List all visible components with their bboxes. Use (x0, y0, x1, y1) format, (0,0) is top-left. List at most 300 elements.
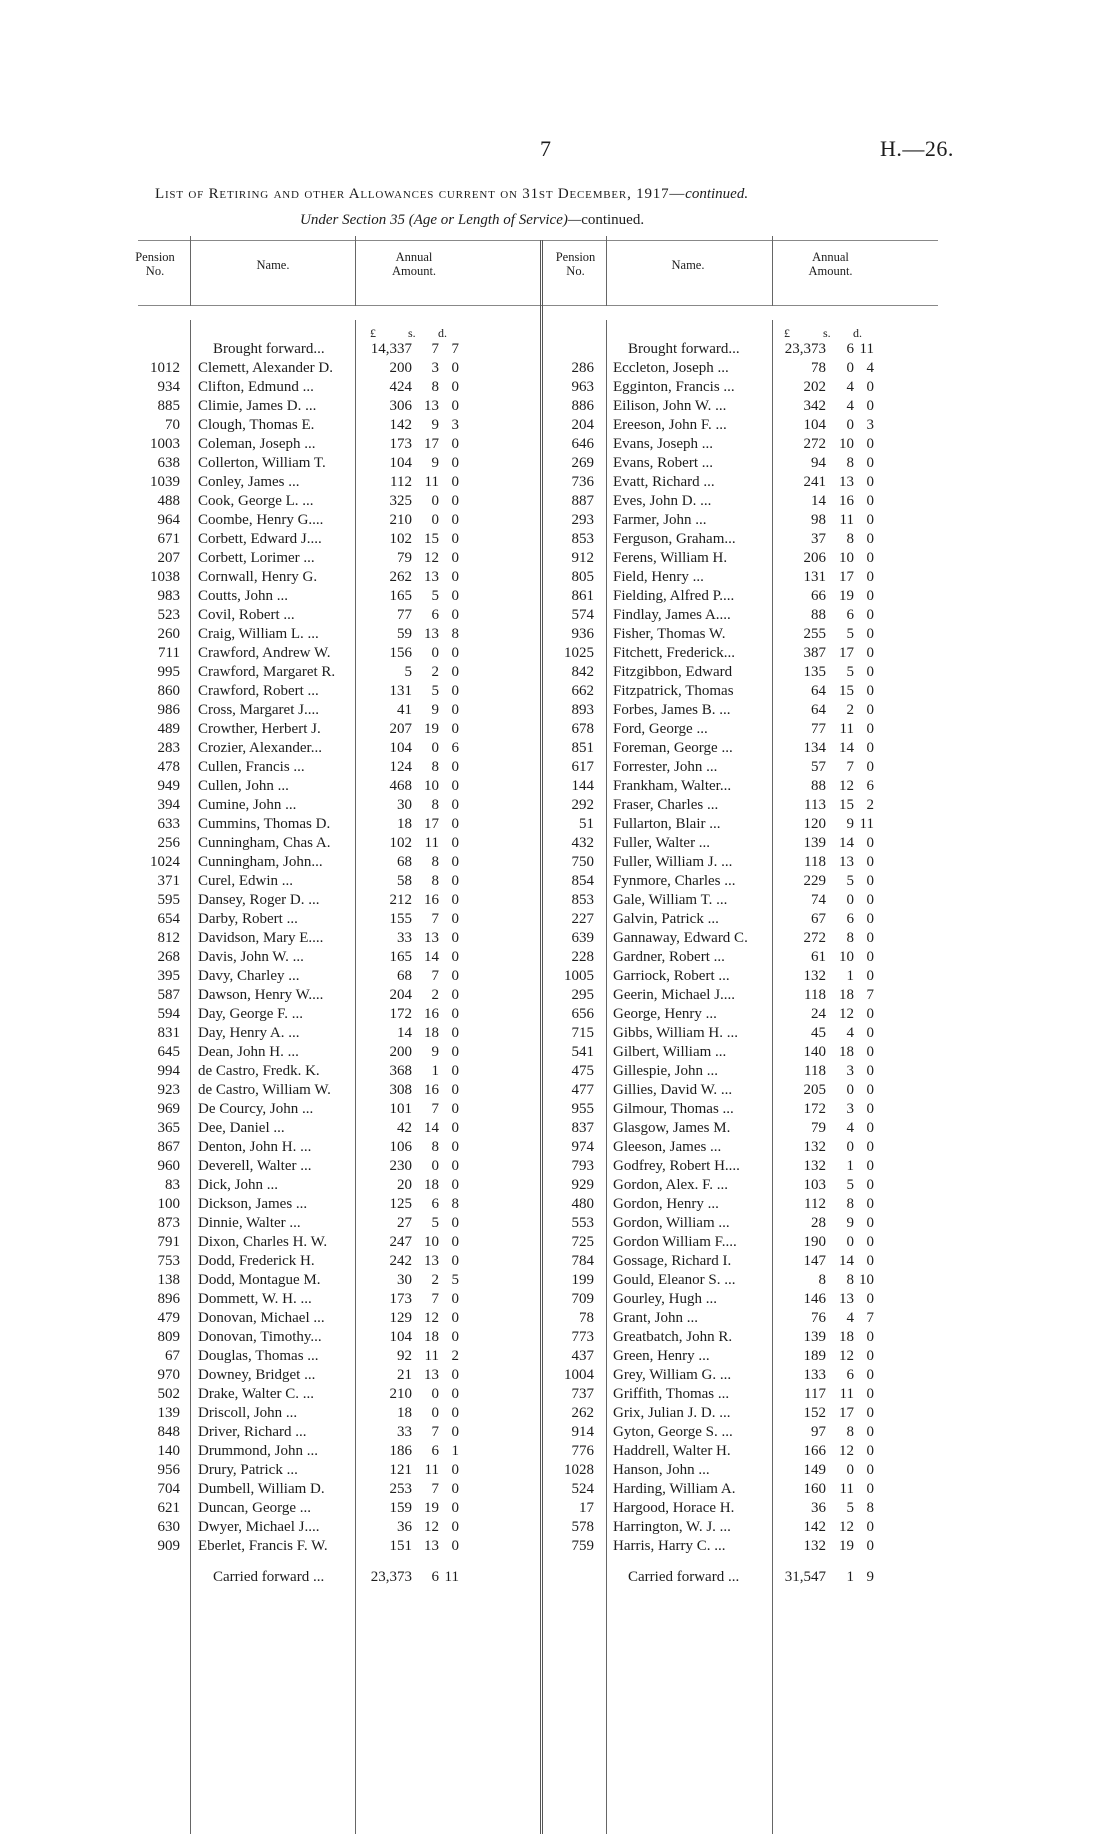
amount-shillings: 8 (846, 1424, 854, 1440)
amount-pounds: 21 (397, 1367, 412, 1383)
pension-number: 955 (571, 1101, 594, 1117)
pension-number: 809 (157, 1329, 180, 1345)
pension-number: 139 (157, 1405, 180, 1421)
amount-shillings: 16 (424, 1006, 439, 1022)
amount-shillings: 18 (424, 1025, 439, 1041)
amount-pence: 0 (451, 1310, 459, 1326)
left-header-name: Name. (256, 258, 290, 272)
pension-number: 489 (157, 721, 180, 737)
amount-shillings: 12 (839, 1348, 854, 1364)
amount-pounds: 27 (397, 1215, 412, 1231)
pension-number: 207 (157, 550, 180, 566)
amount-pounds: 125 (389, 1196, 412, 1212)
pension-number: 656 (571, 1006, 594, 1022)
amount-pounds: 79 (811, 1120, 826, 1136)
amount-shillings: 8 (431, 797, 439, 813)
pensioner-name: De Courcy, John ... (198, 1101, 314, 1117)
amount-pounds: 468 (389, 778, 412, 794)
amount-pence: 0 (451, 1519, 459, 1535)
pensioner-name: Ereeson, John F. ... (613, 417, 727, 433)
amount-shillings: 0 (431, 645, 439, 661)
amount-shillings: 13 (424, 398, 439, 414)
pension-number: 842 (571, 664, 594, 680)
amount-pence: 0 (866, 1158, 874, 1174)
brought-forward-pence: 11 (859, 341, 874, 357)
amount-pence: 0 (866, 1006, 874, 1022)
amount-shillings: 17 (424, 816, 439, 832)
pensioner-name: Galvin, Patrick ... (613, 911, 719, 927)
pensioner-name: Day, George F. ... (198, 1006, 304, 1022)
amount-pence: 0 (451, 398, 459, 414)
amount-pence: 0 (451, 721, 459, 737)
amount-shillings: 0 (431, 512, 439, 528)
amount-pence: 0 (451, 1424, 459, 1440)
amount-pence: 0 (451, 569, 459, 585)
amount-shillings: 14 (839, 835, 854, 851)
amount-shillings: 0 (431, 1405, 439, 1421)
pension-number: 886 (571, 398, 594, 414)
amount-pounds: 152 (803, 1405, 826, 1421)
amount-shillings: 18 (839, 1329, 854, 1345)
pensioner-name: Ferguson, Graham... (613, 531, 736, 547)
pensioner-name: Donovan, Timothy... (198, 1329, 322, 1345)
amount-pounds: 368 (389, 1063, 412, 1079)
amount-shillings: 5 (846, 664, 854, 680)
pension-number: 478 (157, 759, 180, 775)
amount-pounds: 14 (397, 1025, 412, 1041)
pensioner-name: Fynmore, Charles ... (613, 873, 736, 889)
amount-pence: 0 (451, 645, 459, 661)
amount-shillings: 0 (846, 892, 854, 908)
pensioner-name: Gilmour, Thomas ... (613, 1101, 734, 1117)
amount-pence: 0 (866, 512, 874, 528)
amount-pounds: 41 (397, 702, 412, 718)
amount-pence: 1 (451, 1443, 459, 1459)
amount-shillings: 0 (431, 740, 439, 756)
amount-shillings: 9 (431, 702, 439, 718)
amount-pence: 0 (451, 1386, 459, 1402)
pensioner-name: Dick, John ... (198, 1177, 278, 1193)
amount-pence: 0 (451, 1177, 459, 1193)
pension-number: 936 (571, 626, 594, 642)
amount-shillings: 9 (846, 1215, 854, 1231)
pension-number: 595 (157, 892, 180, 908)
pension-number: 1028 (564, 1462, 594, 1478)
amount-shillings: 14 (424, 949, 439, 965)
amount-pounds: 247 (389, 1234, 412, 1250)
amount-pounds: 104 (389, 740, 412, 756)
pensioner-name: Grant, John ... (613, 1310, 698, 1326)
amount-pounds: 88 (811, 778, 826, 794)
pensioner-name: Cook, George L. ... (198, 493, 314, 509)
pension-number: 553 (571, 1215, 594, 1231)
amount-pence: 0 (451, 892, 459, 908)
amount-pounds: 241 (803, 474, 826, 490)
amount-shillings: 2 (431, 1272, 439, 1288)
pension-number: 737 (571, 1386, 594, 1402)
amount-pence: 0 (451, 816, 459, 832)
pension-number: 853 (571, 892, 594, 908)
pension-number: 475 (571, 1063, 594, 1079)
pensioner-name: Coutts, John ... (198, 588, 289, 604)
amount-pounds: 134 (803, 740, 826, 756)
pension-number: 970 (157, 1367, 180, 1383)
amount-shillings: 13 (424, 1367, 439, 1383)
amount-pence: 0 (866, 1405, 874, 1421)
amount-pence: 0 (451, 835, 459, 851)
pensioner-name: Dee, Daniel ... (198, 1120, 285, 1136)
amount-shillings: 17 (424, 436, 439, 452)
amount-pounds: 103 (803, 1177, 826, 1193)
amount-shillings: 6 (846, 607, 854, 623)
pensioner-name: Godfrey, Robert H.... (613, 1158, 740, 1174)
pension-number: 1003 (150, 436, 180, 452)
title-part-1: List of Retiring and other Allowances (155, 186, 435, 202)
page-number: 7 (540, 136, 551, 161)
amount-shillings: 11 (839, 721, 854, 737)
amount-pence: 0 (451, 455, 459, 471)
pensioner-name: Eccleton, Joseph ... (613, 360, 729, 376)
pensioner-name: Harding, William A. (613, 1481, 736, 1497)
amount-pence: 0 (866, 607, 874, 623)
amount-pence: 0 (866, 588, 874, 604)
amount-pounds: 124 (389, 759, 412, 775)
pension-number: 949 (157, 778, 180, 794)
rule-right-name-body (772, 320, 773, 1834)
pensioner-name: Gossage, Richard I. (613, 1253, 732, 1269)
pensioner-name: Fuller, William J. ... (613, 854, 733, 870)
pensioner-name: Corbett, Edward J.... (198, 531, 322, 547)
amount-shillings: 11 (424, 474, 439, 490)
amount-shillings: 8 (846, 1196, 854, 1212)
amount-pence: 0 (866, 892, 874, 908)
amount-shillings: 8 (846, 1272, 854, 1288)
amount-pence: 0 (866, 1139, 874, 1155)
amount-pounds: 172 (389, 1006, 412, 1022)
amount-pounds: 64 (811, 683, 826, 699)
pension-number: 784 (571, 1253, 594, 1269)
amount-pence: 0 (866, 930, 874, 946)
amount-pence: 0 (866, 1044, 874, 1060)
amount-shillings: 12 (424, 1310, 439, 1326)
pension-number: 994 (157, 1063, 180, 1079)
pensioner-name: Fuller, Walter ... (613, 835, 711, 851)
pension-number: 791 (157, 1234, 180, 1250)
left-unit-pounds: £ (370, 326, 376, 340)
rule-left-no-body (190, 320, 191, 1834)
amount-shillings: 17 (839, 1405, 854, 1421)
amount-pounds: 118 (804, 854, 826, 870)
amount-pence: 0 (451, 968, 459, 984)
amount-pence: 3 (866, 417, 874, 433)
amount-shillings: 8 (431, 873, 439, 889)
pensioner-name: Findlay, James A.... (613, 607, 731, 623)
pensioner-name: Drury, Patrick ... (198, 1462, 298, 1478)
amount-pounds: 230 (389, 1158, 412, 1174)
amount-shillings: 8 (846, 455, 854, 471)
amount-shillings: 2 (846, 702, 854, 718)
pension-number: 638 (157, 455, 180, 471)
amount-shillings: 14 (839, 1253, 854, 1269)
pensioner-name: Davidson, Mary E.... (198, 930, 324, 946)
pension-number: 1038 (150, 569, 180, 585)
pension-number: 1025 (564, 645, 594, 661)
pensioner-name: Gannaway, Edward C. (613, 930, 748, 946)
amount-pounds: 36 (397, 1519, 412, 1535)
amount-shillings: 8 (846, 930, 854, 946)
pension-number: 1039 (150, 474, 180, 490)
amount-pounds: 104 (389, 1329, 412, 1345)
amount-pounds: 118 (804, 1063, 826, 1079)
amount-pence: 0 (866, 1519, 874, 1535)
amount-shillings: 4 (846, 1025, 854, 1041)
amount-shillings: 7 (846, 759, 854, 775)
amount-pence: 0 (451, 949, 459, 965)
amount-shillings: 12 (839, 1519, 854, 1535)
amount-pounds: 200 (389, 360, 412, 376)
amount-pounds: 42 (397, 1120, 412, 1136)
amount-pounds: 112 (804, 1196, 826, 1212)
pensioner-name: Cunningham, John... (198, 854, 323, 870)
pensioner-name: Gordon, Alex. F. ... (613, 1177, 729, 1193)
pension-number: 934 (157, 379, 180, 395)
pensioner-name: Gordon William F.... (613, 1234, 737, 1250)
pension-number: 262 (571, 1405, 594, 1421)
amount-pounds: 306 (389, 398, 412, 414)
pension-number: 199 (571, 1272, 594, 1288)
pension-number: 67 (165, 1348, 180, 1364)
amount-shillings: 11 (424, 1348, 439, 1364)
amount-pence: 0 (866, 1215, 874, 1231)
amount-shillings: 16 (839, 493, 854, 509)
amount-pounds: 88 (811, 607, 826, 623)
pensioner-name: Gleeson, James ... (613, 1139, 722, 1155)
pensioner-name: Foreman, George ... (613, 740, 733, 756)
amount-pence: 0 (866, 702, 874, 718)
amount-shillings: 12 (839, 778, 854, 794)
pensioner-name: Fitzpatrick, Thomas (613, 683, 734, 699)
pension-number: 837 (571, 1120, 594, 1136)
amount-pence: 0 (451, 379, 459, 395)
amount-pence: 0 (866, 1253, 874, 1269)
pension-number: 715 (571, 1025, 594, 1041)
amount-pence: 0 (866, 759, 874, 775)
pension-number: 995 (157, 664, 180, 680)
amount-pounds: 212 (389, 892, 412, 908)
amount-pence: 11 (859, 816, 874, 832)
amount-pounds: 173 (389, 1291, 412, 1307)
pensioner-name: Ferens, William H. (613, 550, 728, 566)
amount-pence: 0 (866, 1481, 874, 1497)
amount-shillings: 11 (839, 1386, 854, 1402)
amount-pounds: 200 (389, 1044, 412, 1060)
pension-number: 256 (157, 835, 180, 851)
pensioner-name: Cullen, John ... (198, 778, 289, 794)
amount-pence: 0 (451, 1158, 459, 1174)
pensioner-name: Clough, Thomas E. (198, 417, 315, 433)
amount-shillings: 5 (431, 683, 439, 699)
pension-number: 51 (579, 816, 594, 832)
rule-left-name (355, 236, 356, 306)
pension-number: 639 (571, 930, 594, 946)
amount-pounds: 58 (397, 873, 412, 889)
pensioner-name: Coombe, Henry G.... (198, 512, 324, 528)
amount-pence: 7 (866, 987, 874, 1003)
carried-forward-pence: 9 (866, 1569, 874, 1585)
pensioner-name: Ford, George ... (613, 721, 708, 737)
amount-shillings: 12 (839, 1006, 854, 1022)
pensioner-name: Gordon, William ... (613, 1215, 730, 1231)
amount-pence: 0 (451, 512, 459, 528)
pension-number: 709 (571, 1291, 594, 1307)
amount-pounds: 262 (389, 569, 412, 585)
document-subtitle (300, 212, 820, 229)
amount-pence: 0 (866, 1063, 874, 1079)
pensioner-name: Griffith, Thomas ... (613, 1386, 730, 1402)
amount-pence: 0 (866, 873, 874, 889)
amount-pence: 0 (866, 379, 874, 395)
amount-pence: 2 (866, 797, 874, 813)
pensioner-name: de Castro, William W. (198, 1082, 331, 1098)
pension-number: 578 (571, 1519, 594, 1535)
document-title (155, 186, 945, 203)
amount-shillings: 14 (839, 740, 854, 756)
brought-forward-pounds: 23,373 (784, 341, 826, 357)
amount-pounds: 30 (397, 1272, 412, 1288)
amount-shillings: 6 (431, 1443, 439, 1459)
amount-shillings: 7 (431, 1424, 439, 1440)
pension-number: 395 (157, 968, 180, 984)
amount-pounds: 424 (389, 379, 412, 395)
pension-number: 812 (157, 930, 180, 946)
pension-number: 914 (571, 1424, 594, 1440)
amount-pounds: 120 (803, 816, 826, 832)
pensioner-name: de Castro, Fredk. K. (198, 1063, 320, 1079)
amount-pence: 8 (451, 1196, 459, 1212)
document-reference: H.—26. (880, 136, 954, 161)
pensioner-name: Corbett, Lorimer ... (198, 550, 315, 566)
pension-number: 885 (157, 398, 180, 414)
pensioner-name: Downey, Bridget ... (198, 1367, 316, 1383)
amount-pounds: 66 (811, 588, 826, 604)
amount-shillings: 7 (431, 911, 439, 927)
amount-shillings: 13 (839, 474, 854, 490)
rule-right-no-body (606, 320, 607, 1834)
amount-pounds: 202 (803, 379, 826, 395)
amount-shillings: 6 (431, 1196, 439, 1212)
amount-pounds: 186 (389, 1443, 412, 1459)
pensioner-name: Gilbert, William ... (613, 1044, 727, 1060)
amount-pence: 0 (451, 531, 459, 547)
amount-pence: 0 (451, 474, 459, 490)
pension-number: 502 (157, 1386, 180, 1402)
amount-pence: 0 (451, 550, 459, 566)
pension-number: 854 (571, 873, 594, 889)
amount-pounds: 140 (803, 1044, 826, 1060)
amount-shillings: 9 (431, 417, 439, 433)
amount-shillings: 11 (424, 1462, 439, 1478)
amount-shillings: 0 (431, 1158, 439, 1174)
amount-shillings: 11 (424, 835, 439, 851)
pensioner-name: Drake, Walter C. ... (198, 1386, 314, 1402)
pensioner-name: Haddrell, Walter H. (613, 1443, 731, 1459)
amount-shillings: 1 (846, 968, 854, 984)
pension-number: 574 (571, 607, 594, 623)
amount-pounds: 272 (803, 930, 826, 946)
pension-number: 853 (571, 531, 594, 547)
carried-forward-shillings: 6 (431, 1569, 439, 1585)
amount-pounds: 151 (389, 1538, 412, 1554)
amount-pence: 0 (866, 1538, 874, 1554)
amount-shillings: 18 (424, 1177, 439, 1193)
left-unit-shillings: s. (408, 326, 416, 340)
pensioner-name: Harrington, W. J. ... (613, 1519, 731, 1535)
pensioner-name: Gould, Eleanor S. ... (613, 1272, 736, 1288)
pensioner-name: Field, Henry ... (613, 569, 704, 585)
amount-shillings: 5 (431, 1215, 439, 1231)
amount-shillings: 9 (846, 816, 854, 832)
pensioner-name: Dinnie, Walter ... (198, 1215, 301, 1231)
amount-shillings: 8 (846, 531, 854, 547)
pensioner-name: Darby, Robert ... (198, 911, 298, 927)
amount-shillings: 15 (424, 531, 439, 547)
pensioner-name: Davy, Charley ... (198, 968, 300, 984)
amount-pounds: 74 (811, 892, 826, 908)
pension-number: 293 (571, 512, 594, 528)
amount-pence: 0 (451, 911, 459, 927)
pension-number: 488 (157, 493, 180, 509)
amount-pounds: 68 (397, 854, 412, 870)
amount-pence: 0 (451, 607, 459, 623)
amount-pence: 0 (866, 1291, 874, 1307)
pensioner-name: Evatt, Richard ... (613, 474, 715, 490)
amount-shillings: 7 (431, 1481, 439, 1497)
pensioner-name: Driver, Richard ... (198, 1424, 307, 1440)
pension-number: 227 (571, 911, 594, 927)
amount-pence: 0 (866, 474, 874, 490)
amount-pounds: 142 (389, 417, 412, 433)
pensioner-name: Craig, William L. ... (198, 626, 319, 642)
amount-pence: 0 (451, 873, 459, 889)
rule-left-no (190, 236, 191, 306)
pension-number: 860 (157, 683, 180, 699)
pension-number: 479 (157, 1310, 180, 1326)
amount-shillings: 18 (424, 1329, 439, 1345)
amount-pence: 0 (866, 1329, 874, 1345)
pensioner-name: Egginton, Francis ... (613, 379, 735, 395)
amount-pounds: 132 (803, 1538, 826, 1554)
pensioner-name: Forbes, James B. ... (613, 702, 731, 718)
amount-pence: 0 (451, 1234, 459, 1250)
pensioner-name: Cummins, Thomas D. (198, 816, 331, 832)
amount-shillings: 6 (846, 1367, 854, 1383)
amount-shillings: 9 (431, 1044, 439, 1060)
pension-number: 437 (571, 1348, 594, 1364)
amount-shillings: 19 (839, 1538, 854, 1554)
pension-number: 867 (157, 1139, 180, 1155)
amount-pounds: 61 (811, 949, 826, 965)
amount-pence: 2 (451, 1348, 459, 1364)
amount-pence: 0 (866, 835, 874, 851)
pension-number: 750 (571, 854, 594, 870)
pension-number: 286 (571, 360, 594, 376)
pensioner-name: Conley, James ... (198, 474, 300, 490)
amount-pence: 0 (451, 1063, 459, 1079)
pension-number: 523 (157, 607, 180, 623)
pensioner-name: Fitchett, Frederick... (613, 645, 736, 661)
amount-shillings: 5 (846, 1177, 854, 1193)
amount-pounds: 59 (397, 626, 412, 642)
